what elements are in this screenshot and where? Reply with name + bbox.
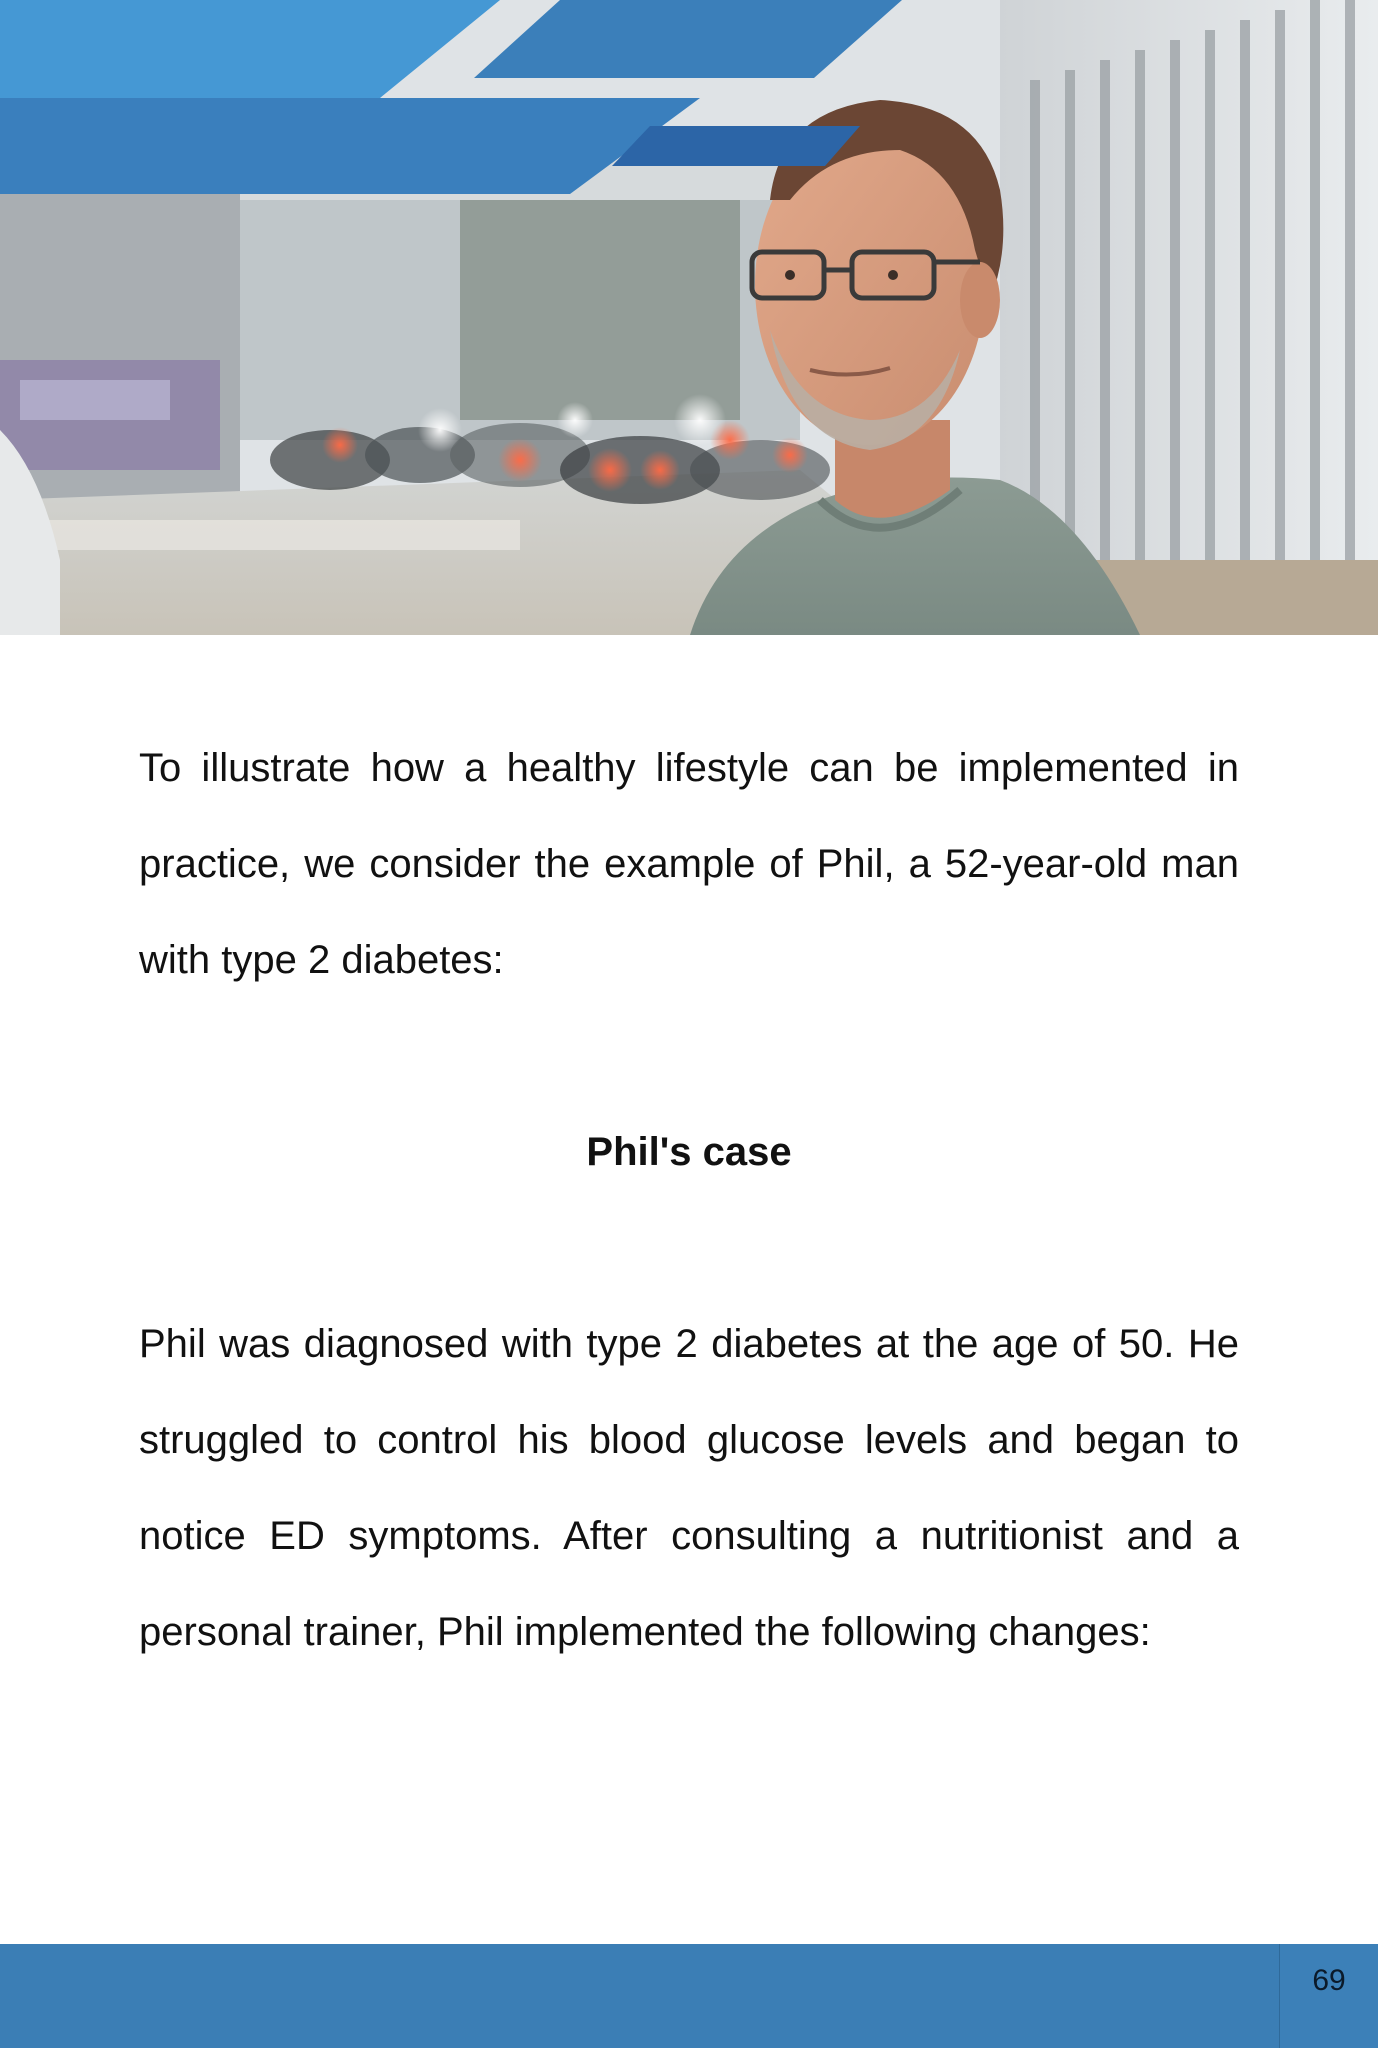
page-number-box	[1279, 1944, 1378, 2048]
page-footer	[0, 1944, 1378, 2048]
spacer	[139, 1200, 1239, 1296]
hero-photo	[0, 0, 1378, 635]
spacer	[139, 1008, 1239, 1104]
hero-illustration	[0, 0, 1378, 635]
case-title: Phil's case	[586, 1130, 792, 1174]
page-number: 69	[1312, 1964, 1346, 1997]
main-content	[139, 720, 1239, 1680]
case-paragraph: Phil was diagnosed with type 2 diabetes at the age of 50. He struggled to control his blood glucose levels and began to notice ED symptoms. After consulting a nutritionist and a personal trainer, Phil implemented the following changes:	[139, 1322, 1239, 1654]
intro-paragraph: To illustrate how a healthy lifestyle can be implemented in practice, we consider the example of Phil, a 52-year-old man with type 2 diabetes:	[139, 746, 1239, 982]
